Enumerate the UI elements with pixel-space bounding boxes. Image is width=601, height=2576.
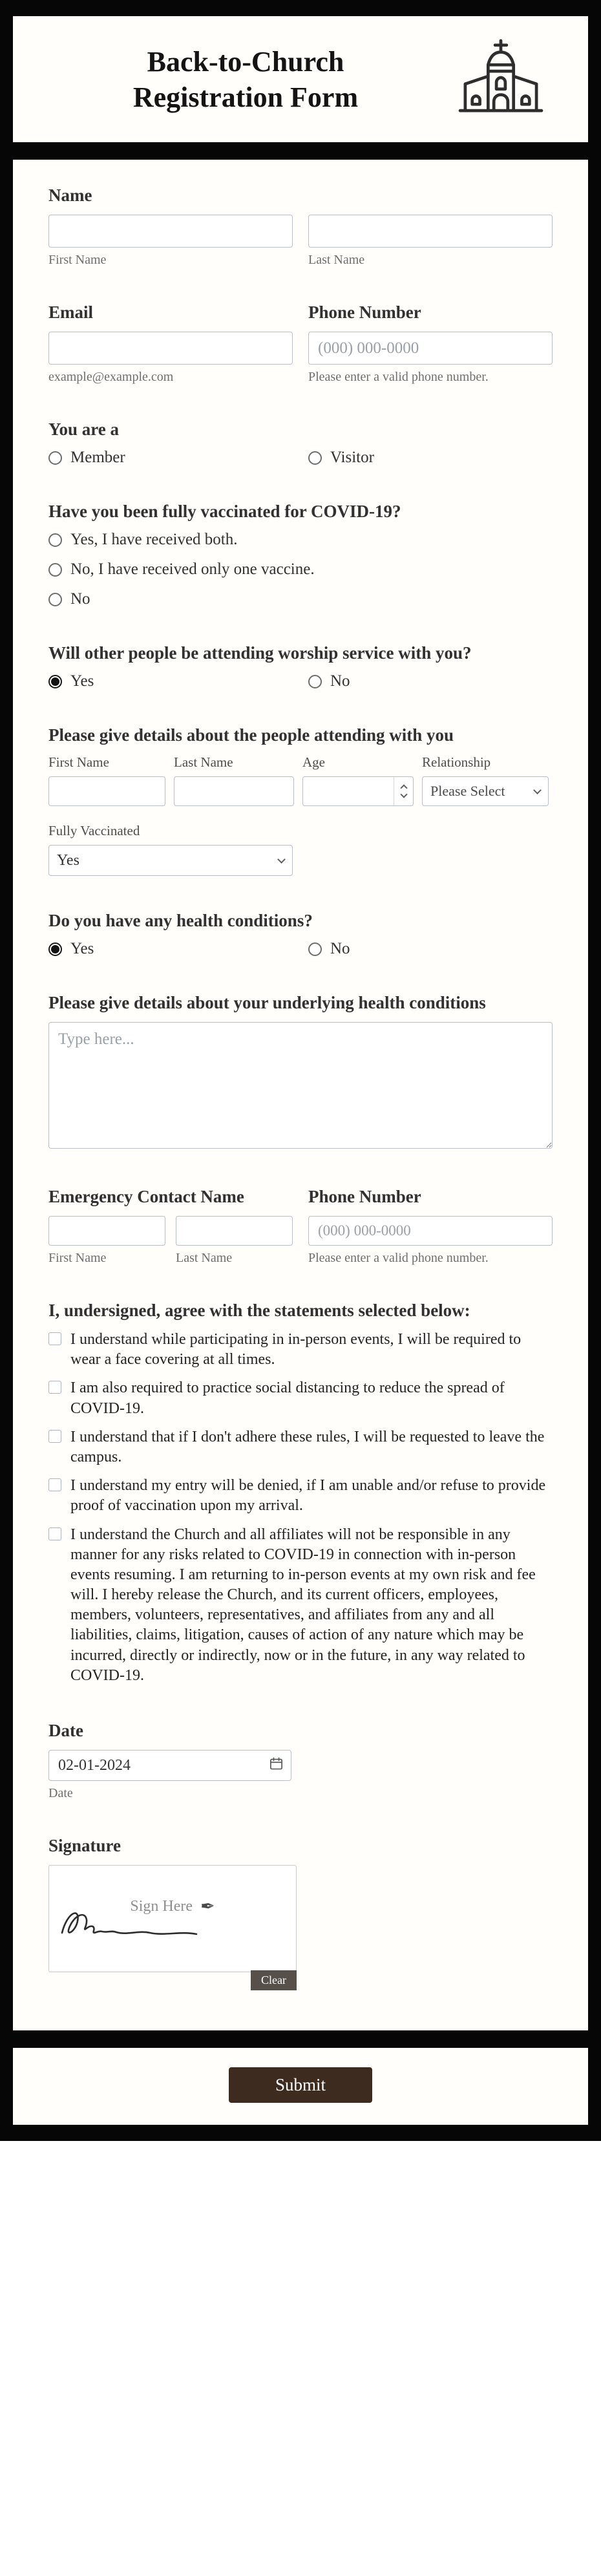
radio-visitor[interactable] [308,449,553,467]
field-name [48,186,553,268]
radio-others-yes[interactable] [48,672,293,690]
radio-vaccinated-no-text: No [70,590,90,608]
last-name-input[interactable] [308,215,553,248]
radio-health-no-text: No [330,940,350,957]
attendee-relationship-col [422,754,549,806]
radio-health-no-icon [308,942,322,956]
radio-others-no-icon [308,675,322,688]
agreement-checkbox-1[interactable] [48,1332,61,1345]
radio-member-text: Member [70,449,125,466]
spinner-down-icon[interactable] [400,791,407,798]
phone-label: Phone Number [308,303,421,322]
radio-vaccinated-no[interactable] [48,590,553,608]
radio-visitor-text: Visitor [330,449,374,466]
emergency-phone-input[interactable] [308,1216,553,1246]
member-type-label: You are a [48,420,120,439]
agreement-text-5: I understand the Church and all affiliates will not be responsible in any manner for any risks related to COVID-19 in connection with in-person events resuming. I am returning to in-person events at my own risk and fee will. I hereby release the Church, and its current officers, employees, members, volunteers, representatives, and affiliates from any and all liabilities, claims, litigation, causes of action of any nature which may be incurred, directly or indirectly, now or in the future, in any way related to COVID-19. [70,1526,536,1684]
date-label: Date [48,1721,83,1740]
field-emergency [48,1187,553,1266]
radio-vaccinated-both-icon [48,533,62,547]
signature-pad[interactable] [48,1865,297,1972]
attendee-age-header: Age [302,754,325,770]
form-title-line1: Back-to-Church [147,45,344,78]
field-health [48,911,553,958]
radio-health-yes-icon [48,942,62,956]
agreement-text-2: I am also required to practice social distancing to reduce the spread of COVID-19. [70,1379,505,1417]
field-health-details [48,993,553,1152]
emergency-last-name-input[interactable] [176,1216,293,1246]
form-footer [13,2048,588,2125]
first-name-sublabel: First Name [48,253,107,267]
agreement-item-3[interactable] [48,1427,553,1467]
attendee-last-name-col [174,754,294,806]
health-details-textarea[interactable] [48,1022,553,1149]
field-date [48,1721,553,1801]
phone-input[interactable] [308,332,553,365]
fully-vaccinated-select[interactable] [48,845,293,876]
date-sublabel: Date [48,1786,73,1800]
name-label: Name [48,186,92,205]
radio-others-no-text: No [330,672,350,690]
field-agreements [48,1301,553,1686]
form-body [13,160,588,2030]
agreement-text-3: I understand that if I don't adhere these rules, I will be requested to leave the campus. [70,1428,545,1465]
emergency-last-name-sublabel: Last Name [176,1251,233,1265]
radio-member-icon [48,451,62,465]
email-label: Email [48,303,94,322]
date-input[interactable] [48,1750,291,1781]
field-vaccinated [48,502,553,608]
emergency-phone-label: Phone Number [308,1187,421,1206]
chevron-down-icon [533,786,542,794]
agreement-checkbox-2[interactable] [48,1381,61,1394]
attendee-first-name-input[interactable] [48,776,165,806]
submit-button[interactable]: Submit [229,2067,372,2103]
radio-vaccinated-both[interactable] [48,531,553,549]
health-details-label: Please give details about your underlying health conditions [48,993,486,1012]
relationship-select-value: Please Select [430,783,505,799]
emergency-first-name-sublabel: First Name [48,1251,107,1265]
church-icon [452,38,549,120]
form-title-line2: Registration Form [132,81,359,113]
sign-here-text: Sign Here [130,1898,193,1915]
agreement-text-4: I understand my entry will be denied, if I am unable and/or refuse to provide proof of vaccination upon my arrival. [70,1477,546,1515]
others-attending-label: Will other people be attending worship service with you? [48,643,472,663]
email-input[interactable] [48,332,293,365]
form-title [52,44,439,115]
agreement-item-4[interactable] [48,1476,553,1516]
field-attendees [48,725,553,876]
email-sublabel: example@example.com [48,370,174,384]
fully-vaccinated-label: Fully Vaccinated [48,823,140,838]
agreement-checkbox-4[interactable] [48,1478,61,1491]
field-member-type [48,420,553,467]
agreement-checkbox-5[interactable] [48,1528,61,1540]
radio-member[interactable] [48,449,293,467]
radio-others-yes-text: Yes [70,672,94,690]
radio-vaccinated-both-text: Yes, I have received both. [70,531,238,548]
first-name-input[interactable] [48,215,293,248]
relationship-select[interactable] [422,776,549,806]
radio-vaccinated-no-icon [48,593,62,606]
agreement-checkbox-3[interactable] [48,1430,61,1443]
attendee-last-name-header: Last Name [174,754,233,770]
clear-signature-button[interactable]: Clear [251,1970,297,1990]
fully-vaccinated-block [48,823,553,876]
emergency-phone-sublabel: Please enter a valid phone number. [308,1251,489,1265]
agreement-item-5[interactable] [48,1525,553,1687]
emergency-label: Emergency Contact Name [48,1187,244,1206]
signature-label: Signature [48,1836,121,1855]
field-email-phone [48,303,553,385]
radio-health-yes[interactable] [48,940,293,958]
health-label: Do you have any health conditions? [48,911,313,930]
radio-vaccinated-one[interactable] [48,560,553,579]
radio-health-no[interactable] [308,940,553,958]
field-signature [48,1836,553,1992]
signature-widget [48,1865,297,1992]
attendee-first-name-col [48,754,165,806]
chevron-down-icon [277,855,286,864]
emergency-first-name-input[interactable] [48,1216,165,1246]
vaccinated-label: Have you been fully vaccinated for COVID-19? [48,502,401,521]
radio-health-yes-text: Yes [70,940,94,957]
radio-vaccinated-one-text: No, I have received only one vaccine. [70,560,315,578]
radio-others-no[interactable] [308,672,553,690]
attendees-label: Please give details about the people attending with you [48,725,454,745]
age-spinner[interactable] [394,777,413,805]
attendee-age-col [302,754,414,806]
attendee-first-name-header: First Name [48,754,109,770]
attendee-last-name-input[interactable] [174,776,294,806]
agreement-text-1: I understand while participating in in-person events, I will be required to wear a face covering at all times. [70,1331,522,1368]
form-header [13,16,588,142]
agreement-item-1[interactable] [48,1330,553,1370]
last-name-sublabel: Last Name [308,253,365,267]
signature-stroke [54,1893,216,1964]
radio-others-yes-icon [48,675,62,688]
calendar-icon[interactable] [269,1756,284,1774]
radio-vaccinated-one-icon [48,563,62,577]
agreements-label: I, undersigned, agree with the statements selected below: [48,1301,470,1320]
form-title-wrap [52,44,439,115]
pen-icon: ✒ [200,1897,215,1917]
attendee-relationship-header: Relationship [422,754,491,770]
agreement-item-2[interactable] [48,1378,553,1418]
fully-vaccinated-select-value: Yes [57,851,79,869]
radio-visitor-icon [308,451,322,465]
field-others-attending [48,643,553,690]
phone-sublabel: Please enter a valid phone number. [308,370,489,384]
